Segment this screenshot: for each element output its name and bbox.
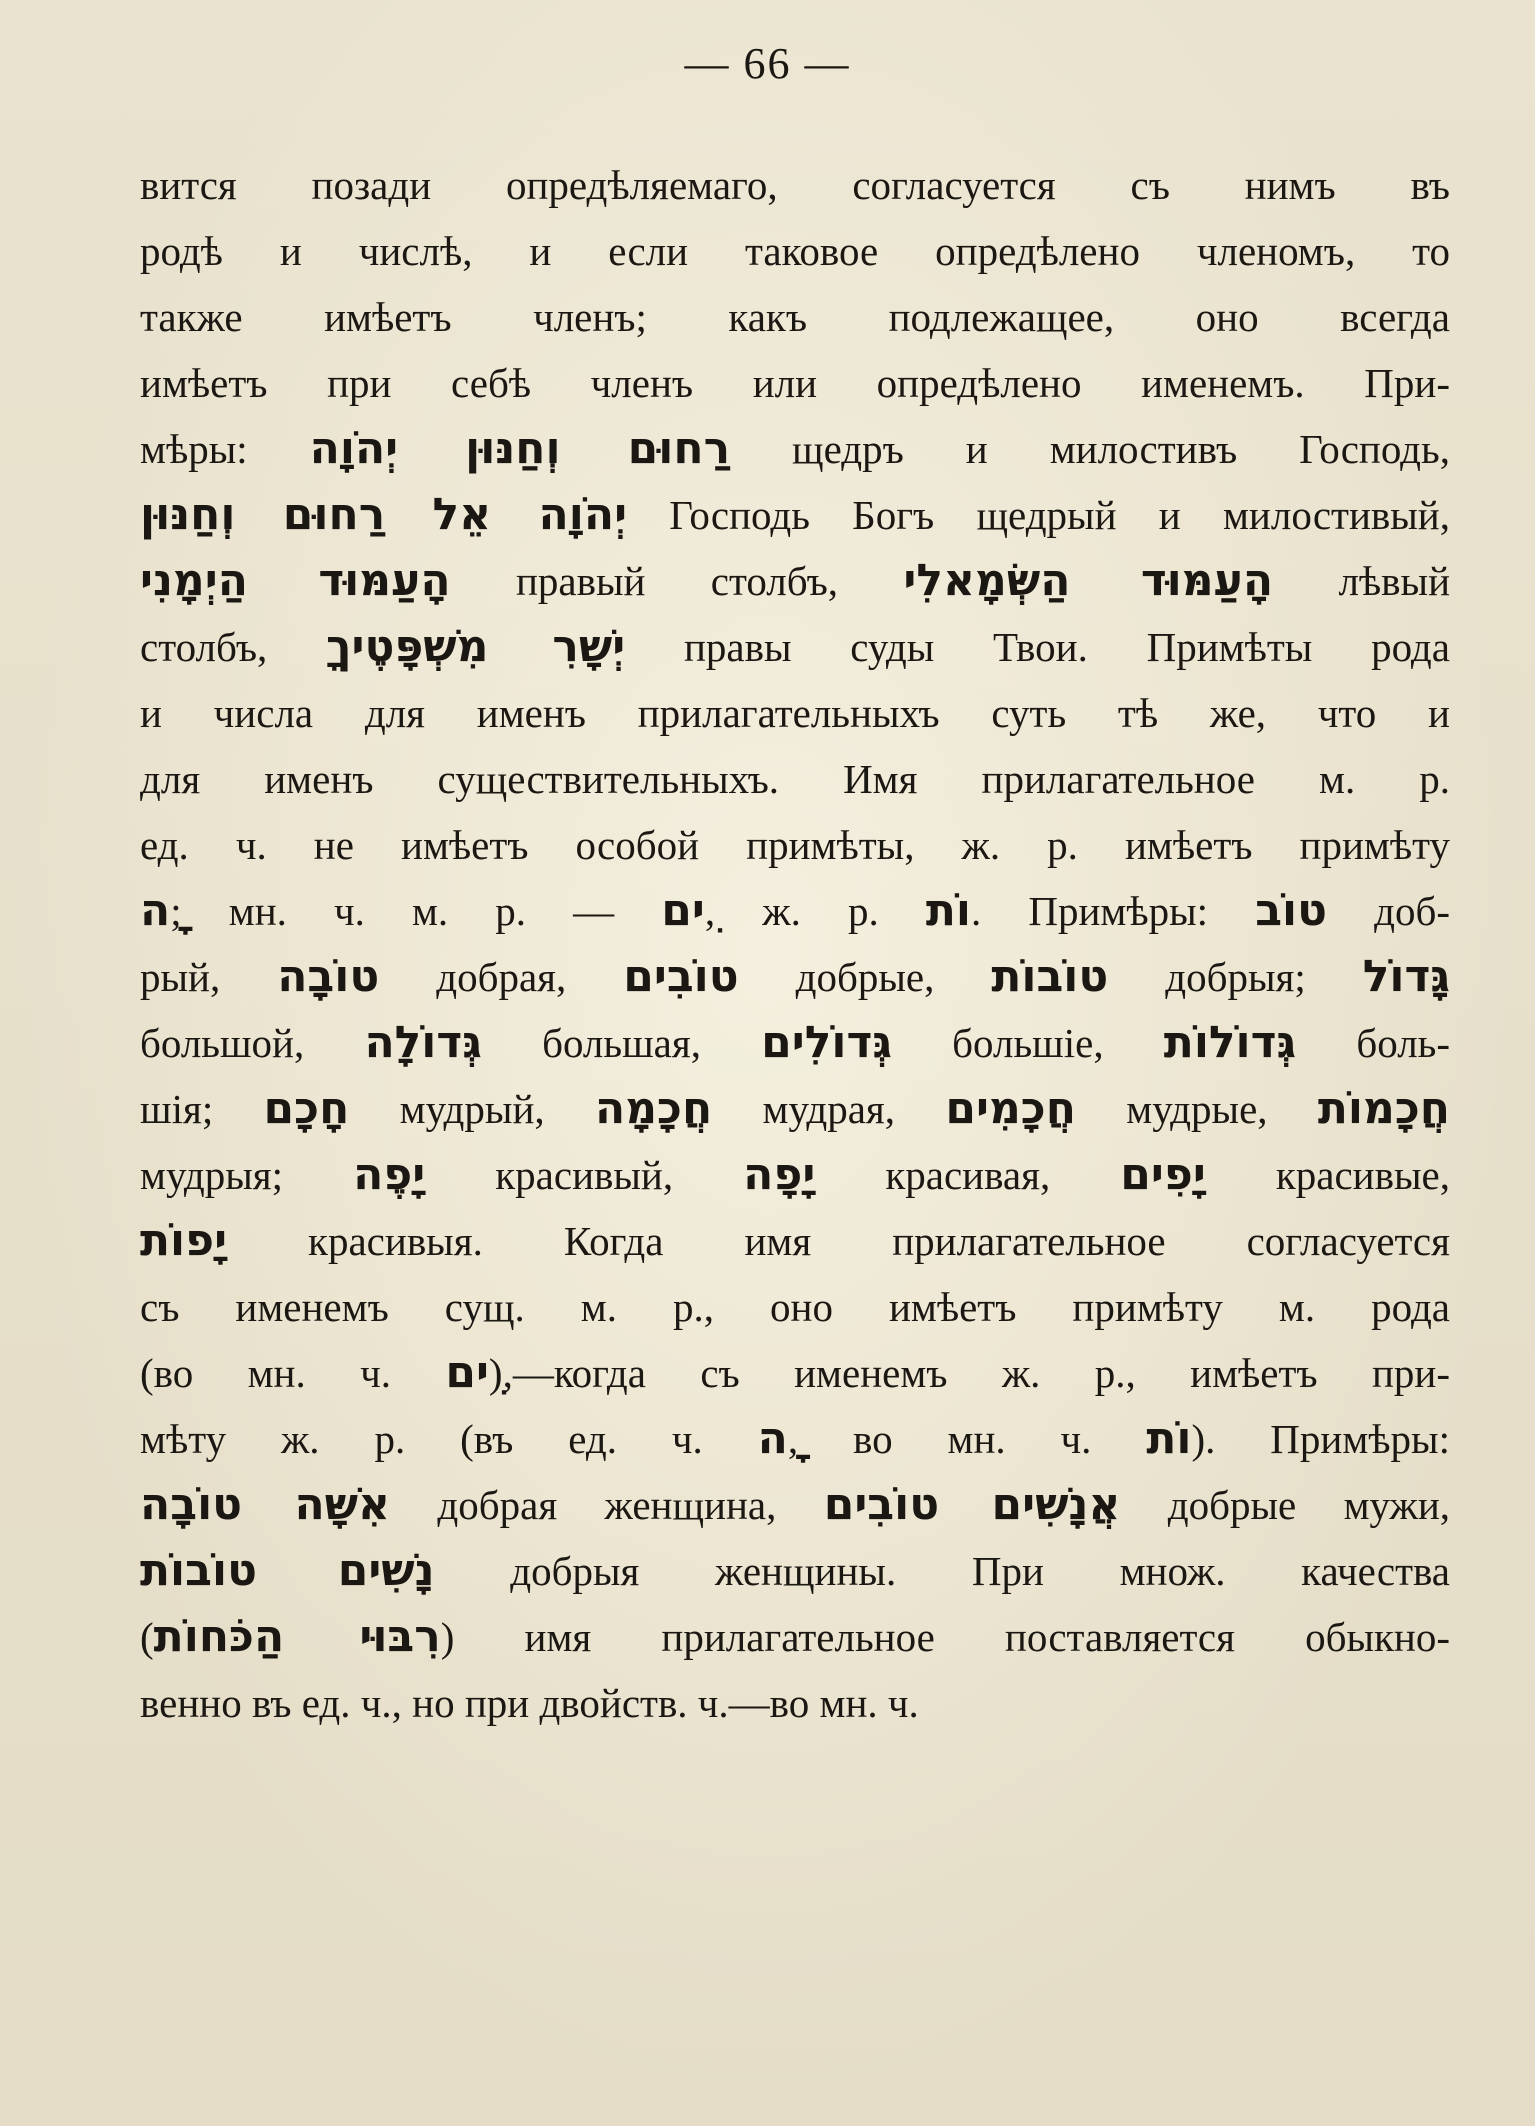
russian-text: добрыя; bbox=[1108, 954, 1363, 1000]
hebrew-word: הָעַמּוּד הַיְמָנִי bbox=[140, 555, 451, 606]
text-line bbox=[140, 1010, 1450, 1076]
russian-text: добрая женщина, bbox=[390, 1482, 824, 1528]
hebrew-word: רִבּוּי הַכֹּחוֹת bbox=[153, 1611, 441, 1662]
hebrew-word: הָעַמּוּד הַשְּׂמָאלִי bbox=[903, 555, 1274, 606]
russian-text: доб- bbox=[1327, 888, 1450, 934]
hebrew-word: טוֹבָה bbox=[277, 951, 380, 1002]
hebrew-word: גָּדוֹל bbox=[1362, 951, 1450, 1002]
russian-text: мудрый, bbox=[349, 1086, 595, 1132]
hebrew-word: טוֹב bbox=[1255, 885, 1328, 936]
hebrew-word: ִים bbox=[445, 1347, 489, 1398]
text-line bbox=[140, 284, 1450, 350]
hebrew-word: רַחוּם וְחַנּוּן יְהֹוָה bbox=[309, 423, 731, 474]
russian-text: ед. ч. не имѣетъ особой примѣты, ж. р. имѣетъ примѣту bbox=[140, 822, 1450, 868]
hebrew-word: וֹת bbox=[1146, 1413, 1192, 1464]
russian-text: мѣту ж. р. (въ ед. ч. bbox=[140, 1416, 758, 1462]
russian-text: добрая, bbox=[379, 954, 624, 1000]
hebrew-word: טוֹבוֹת bbox=[991, 951, 1109, 1002]
text-line bbox=[140, 878, 1450, 944]
hebrew-word: יְהֹוָה אֵל רַחוּם וְחַנּוּן bbox=[140, 489, 628, 540]
hebrew-word: אֲנָשִׁים טוֹבִים bbox=[823, 1479, 1121, 1530]
hebrew-word: גְּדוֹלוֹת bbox=[1163, 1017, 1297, 1068]
russian-text: мудрые, bbox=[1075, 1086, 1318, 1132]
russian-text: для именъ существительныхъ. Имя прилагательное м. р. bbox=[140, 756, 1450, 802]
text-line bbox=[140, 1340, 1450, 1406]
text-line bbox=[140, 1274, 1450, 1340]
hebrew-word: גְּדוֹלִים bbox=[761, 1017, 892, 1068]
text-line bbox=[140, 680, 1450, 746]
text-line bbox=[140, 746, 1450, 812]
hebrew-word: גְּדוֹלָה bbox=[364, 1017, 482, 1068]
hebrew-word: אִשָּׁה טוֹבָה bbox=[140, 1479, 391, 1530]
text-line bbox=[140, 812, 1450, 878]
russian-text: лѣвый bbox=[1273, 558, 1450, 604]
russian-text: большіе, bbox=[892, 1020, 1164, 1066]
russian-text: (во мн. ч. bbox=[140, 1350, 446, 1396]
russian-text: Господь Богъ щедрый и милостивый, bbox=[627, 492, 1450, 538]
text-line bbox=[140, 1076, 1450, 1142]
russian-text: мудрая, bbox=[712, 1086, 946, 1132]
body-text bbox=[140, 152, 1450, 1736]
russian-text: мудрыя; bbox=[140, 1152, 354, 1198]
text-line bbox=[140, 1406, 1450, 1472]
russian-text: красивый, bbox=[425, 1152, 744, 1198]
hebrew-word: חָכָם bbox=[263, 1083, 350, 1134]
russian-text: боль- bbox=[1296, 1020, 1450, 1066]
russian-text: щедръ и милостивъ Господь, bbox=[730, 426, 1450, 472]
text-line bbox=[140, 1604, 1450, 1670]
russian-text: и числа для именъ прилагательныхъ суть тѣ же, что и bbox=[140, 690, 1450, 736]
russian-text: вится позади опредѣляемаго, согласуется съ нимъ въ bbox=[140, 162, 1450, 208]
russian-text: венно въ ед. ч., но при двойств. ч.—во мн. ч. bbox=[140, 1680, 919, 1726]
text-line bbox=[140, 218, 1450, 284]
hebrew-word: חֲכָמָה bbox=[594, 1083, 713, 1134]
hebrew-word: ָה bbox=[140, 885, 171, 936]
russian-text: шія; bbox=[140, 1086, 264, 1132]
russian-text: , во мн. ч. bbox=[787, 1416, 1147, 1462]
russian-text: красивые, bbox=[1205, 1152, 1450, 1198]
russian-text: правый столбъ, bbox=[450, 558, 904, 604]
russian-text: красивыя. Когда имя прилагательное согласуется bbox=[227, 1218, 1450, 1264]
hebrew-word: נָשִׁים טוֹבוֹת bbox=[140, 1545, 435, 1596]
russian-text: столбъ, bbox=[140, 624, 327, 670]
hebrew-word: יָפֶה bbox=[353, 1149, 426, 1200]
russian-text: большая, bbox=[481, 1020, 762, 1066]
page-number: — 66 — bbox=[684, 39, 851, 88]
russian-text: съ именемъ сущ. м. р., оно имѣетъ примѣту м. рода bbox=[140, 1284, 1450, 1330]
text-line bbox=[140, 350, 1450, 416]
russian-text: красивая, bbox=[815, 1152, 1121, 1198]
hebrew-word: חֲכָמִים bbox=[945, 1083, 1076, 1134]
russian-text: добрые мужи, bbox=[1120, 1482, 1450, 1528]
russian-text: рый, bbox=[140, 954, 278, 1000]
text-line bbox=[140, 1538, 1450, 1604]
hebrew-word: יָפִים bbox=[1120, 1149, 1206, 1200]
russian-text: , ж. р. bbox=[704, 888, 926, 934]
text-line bbox=[140, 1142, 1450, 1208]
russian-text: ; мн. ч. м. р. — bbox=[170, 888, 662, 934]
text-line bbox=[140, 1208, 1450, 1274]
russian-text: ( bbox=[140, 1614, 154, 1660]
russian-text: добрыя женщины. При множ. качества bbox=[434, 1548, 1450, 1594]
text-line bbox=[140, 482, 1450, 548]
hebrew-word: יְשָׁרִ מִשְׁפָּטֶיךָ bbox=[326, 621, 626, 672]
russian-text: ),—когда съ именемъ ж. р., имѣетъ при- bbox=[488, 1350, 1450, 1396]
hebrew-word: חֲכָמוֹת bbox=[1317, 1083, 1450, 1134]
russian-text: мѣры: bbox=[140, 426, 310, 472]
hebrew-word: יָפוֹת bbox=[140, 1215, 228, 1266]
hebrew-word: ִים bbox=[661, 885, 705, 936]
russian-text: ) имя прилагательное поставляется обыкно- bbox=[440, 1614, 1450, 1660]
text-line bbox=[140, 614, 1450, 680]
text-line bbox=[140, 416, 1450, 482]
hebrew-word: יָפָה bbox=[743, 1149, 816, 1200]
hebrew-word: ָה bbox=[757, 1413, 788, 1464]
hebrew-word: וֹת bbox=[925, 885, 971, 936]
russian-text: ). Примѣры: bbox=[1191, 1416, 1450, 1462]
russian-text: имѣетъ при себѣ членъ или опредѣлено именемъ. При- bbox=[140, 360, 1450, 406]
text-line bbox=[140, 152, 1450, 218]
russian-text: родѣ и числѣ, и если таковое опредѣлено членомъ, то bbox=[140, 228, 1450, 274]
russian-text: правы суды Твои. Примѣты рода bbox=[625, 624, 1450, 670]
russian-text: также имѣетъ членъ; какъ подлежащее, оно всегда bbox=[140, 294, 1450, 340]
text-line bbox=[140, 1670, 1450, 1736]
russian-text: добрые, bbox=[738, 954, 992, 1000]
russian-text: . Примѣры: bbox=[971, 888, 1256, 934]
text-line bbox=[140, 548, 1450, 614]
text-line bbox=[140, 1472, 1450, 1538]
text-line bbox=[140, 944, 1450, 1010]
russian-text: большой, bbox=[140, 1020, 365, 1066]
hebrew-word: טוֹבִים bbox=[623, 951, 739, 1002]
